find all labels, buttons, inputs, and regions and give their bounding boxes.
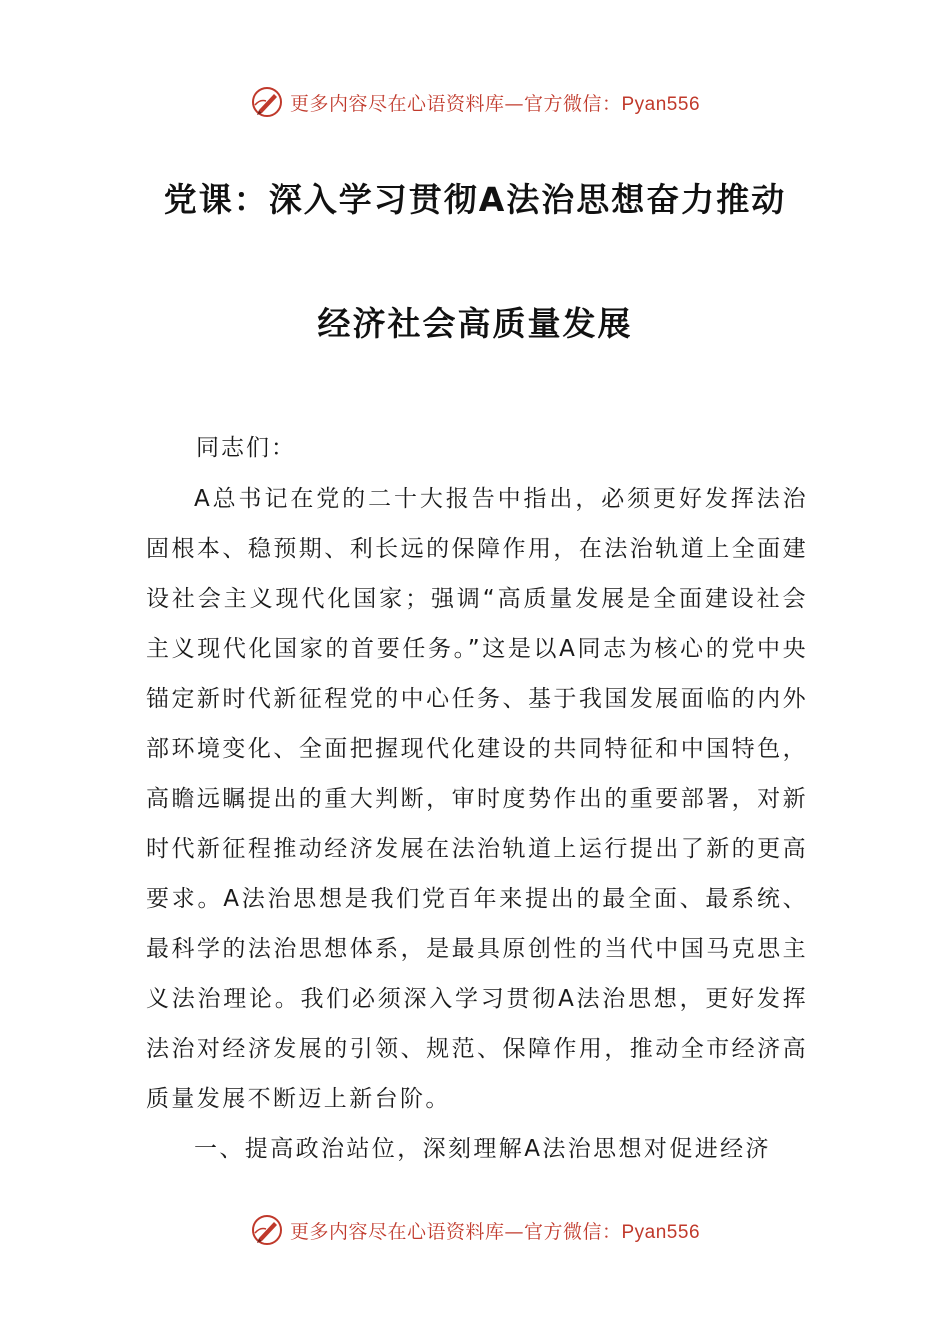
pen-logo-icon [250,85,284,119]
pen-logo-icon [250,1213,284,1247]
body-paragraph-1: A总书记在党的二十大报告中指出，必须更好发挥法治固根本、稳预期、利长远的保障作用，在法治轨道上全面建设社会主义现代化国家；强调“高质量发展是全面建设社会主义现代化国家的首要任务。”这是以A同志为核心的党中央锚定新时代新征程党的中心任务、基于我国发展面临的内外部环境变化、全面把握现代化建设的共同特征和中国特色，高瞻远瞩提出的重大判断，审时度势作出的重要部署，对新时代新征程推动经济发展在法治轨道上运行提出了新的更高要求。A法治思想是我们党百年来提出的最全面、最系统、最科学的法治思想体系，是最具原创性的当代中国马克思主义法治理论。我们必须深入学习贯彻A法治思想，更好发挥法治对经济发展的引领、规范、保障作用，推动全市经济高质量发展不断迈上新台阶。 [146,486,808,1112]
watermark-banner-top [0,82,950,122]
watermark-label: 更多内容尽在心语资料库—官方微信： [289,92,622,115]
document-title-line-1: 党课：深入学习贯彻A法治思想奋力推动 [163,180,787,219]
watermark-text [290,1217,700,1244]
wechat-id: Pyan556 [621,93,701,115]
wechat-id: Pyan556 [621,1221,701,1243]
salutation: 同志们： [196,435,296,461]
watermark-label: 更多内容尽在心语资料库—官方微信： [289,1220,622,1243]
watermark-text [290,89,700,116]
section-heading-1: 一、提高政治站位，深刻理解A法治思想对促进经济 [194,1136,771,1162]
document-title-line-2: 经济社会高质量发展 [317,304,633,343]
watermark-banner-bottom [0,1210,950,1250]
